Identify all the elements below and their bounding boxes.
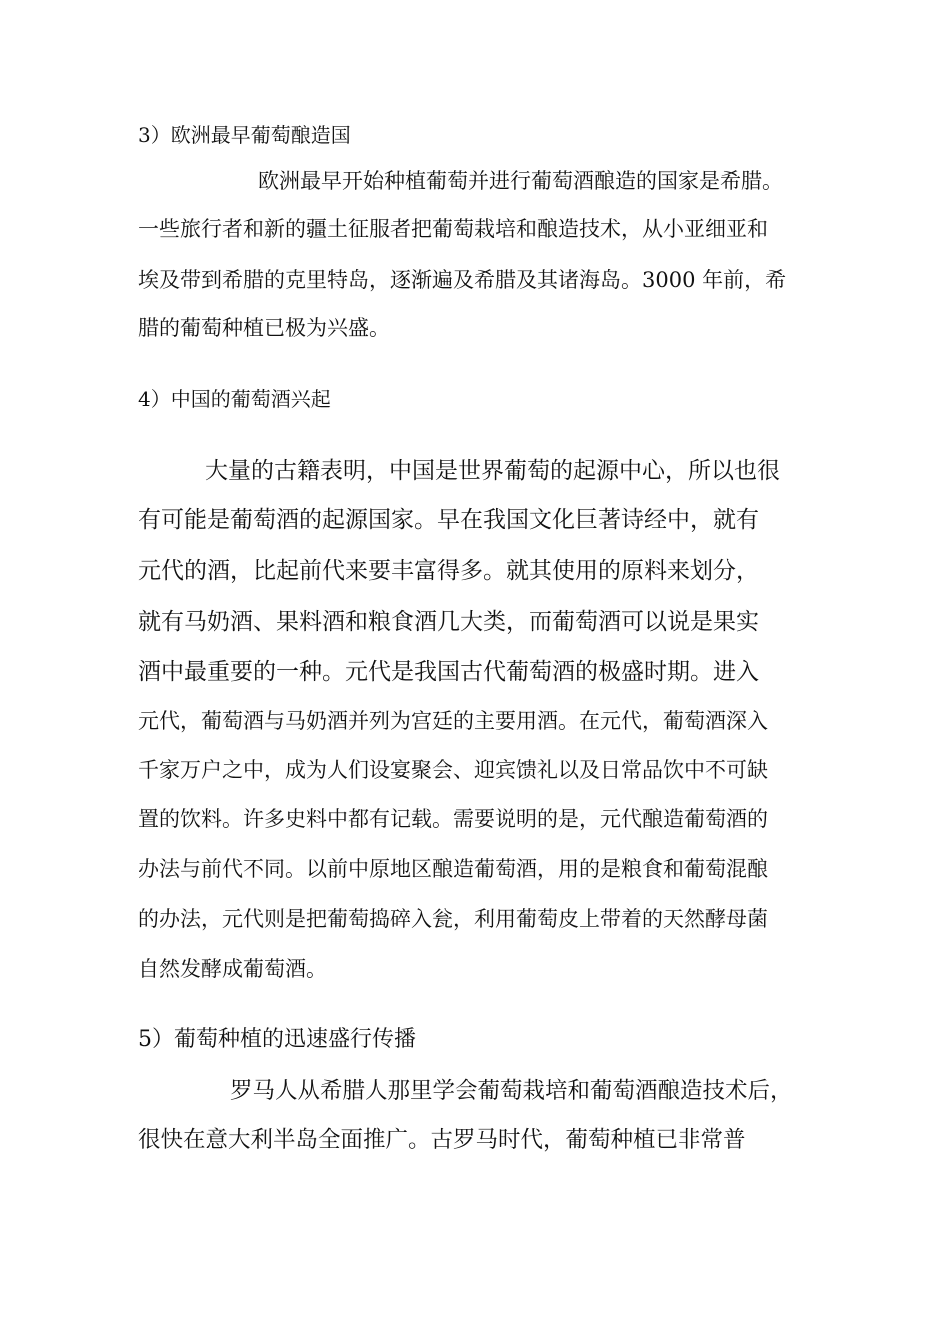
paragraph-line: 有可能是葡萄酒的起源国家。早在我国文化巨著诗经中，就有 [138,507,759,533]
paragraph-line: 元代，葡萄酒与马奶酒并列为宫廷的主要用酒。在元代，葡萄酒深入 [138,709,768,733]
paragraph-line: 酒中最重要的一种。元代是我国古代葡萄酒的极盛时期。进入 [138,659,759,685]
paragraph-line: 埃及带到希腊的克里特岛，逐渐遍及希腊及其诸海岛。3000 年前，希 [138,268,787,292]
paragraph-line: 置的饮料。许多史料中都有记载。需要说明的是，元代酿造葡萄酒的 [138,807,768,831]
paragraph-line: 罗马人从希腊人那里学会葡萄栽培和葡萄酒酿造技术后， [230,1078,793,1104]
paragraph-line: 很快在意大利半岛全面推广。古罗马时代，葡萄种植已非常普 [138,1127,746,1153]
paragraph-line: 元代的酒，比起前代来要丰富得多。就其使用的原料来划分， [138,558,759,584]
section-heading-3: 3）欧洲最早葡萄酿造国 [138,123,351,147]
paragraph-line: 千家万户之中，成为人们设宴聚会、迎宾馈礼以及日常品饮中不可缺 [138,758,768,782]
paragraph-line: 办法与前代不同。以前中原地区酿造葡萄酒，用的是粮食和葡萄混酿 [138,857,768,881]
paragraph-line: 就有马奶酒、果料酒和粮食酒几大类，而葡萄酒可以说是果实 [138,609,759,635]
paragraph-line: 腊的葡萄种植已极为兴盛。 [138,316,390,340]
paragraph-line: 大量的古籍表明，中国是世界葡萄的起源中心，所以也很 [205,458,780,484]
section-heading-4: 4）中国的葡萄酒兴起 [138,387,331,411]
paragraph-line: 的办法，元代则是把葡萄捣碎入瓮，利用葡萄皮上带着的天然酵母菌 [138,907,768,931]
section-heading-5: 5）葡萄种植的迅速盛行传播 [138,1027,416,1052]
paragraph-line: 欧洲最早开始种植葡萄并进行葡萄酒酿造的国家是希腊。 [258,169,783,193]
paragraph-line: 一些旅行者和新的疆土征服者把葡萄栽培和酿造技术，从小亚细亚和 [138,217,768,241]
paragraph-line: 自然发酵成葡萄酒。 [138,957,327,981]
